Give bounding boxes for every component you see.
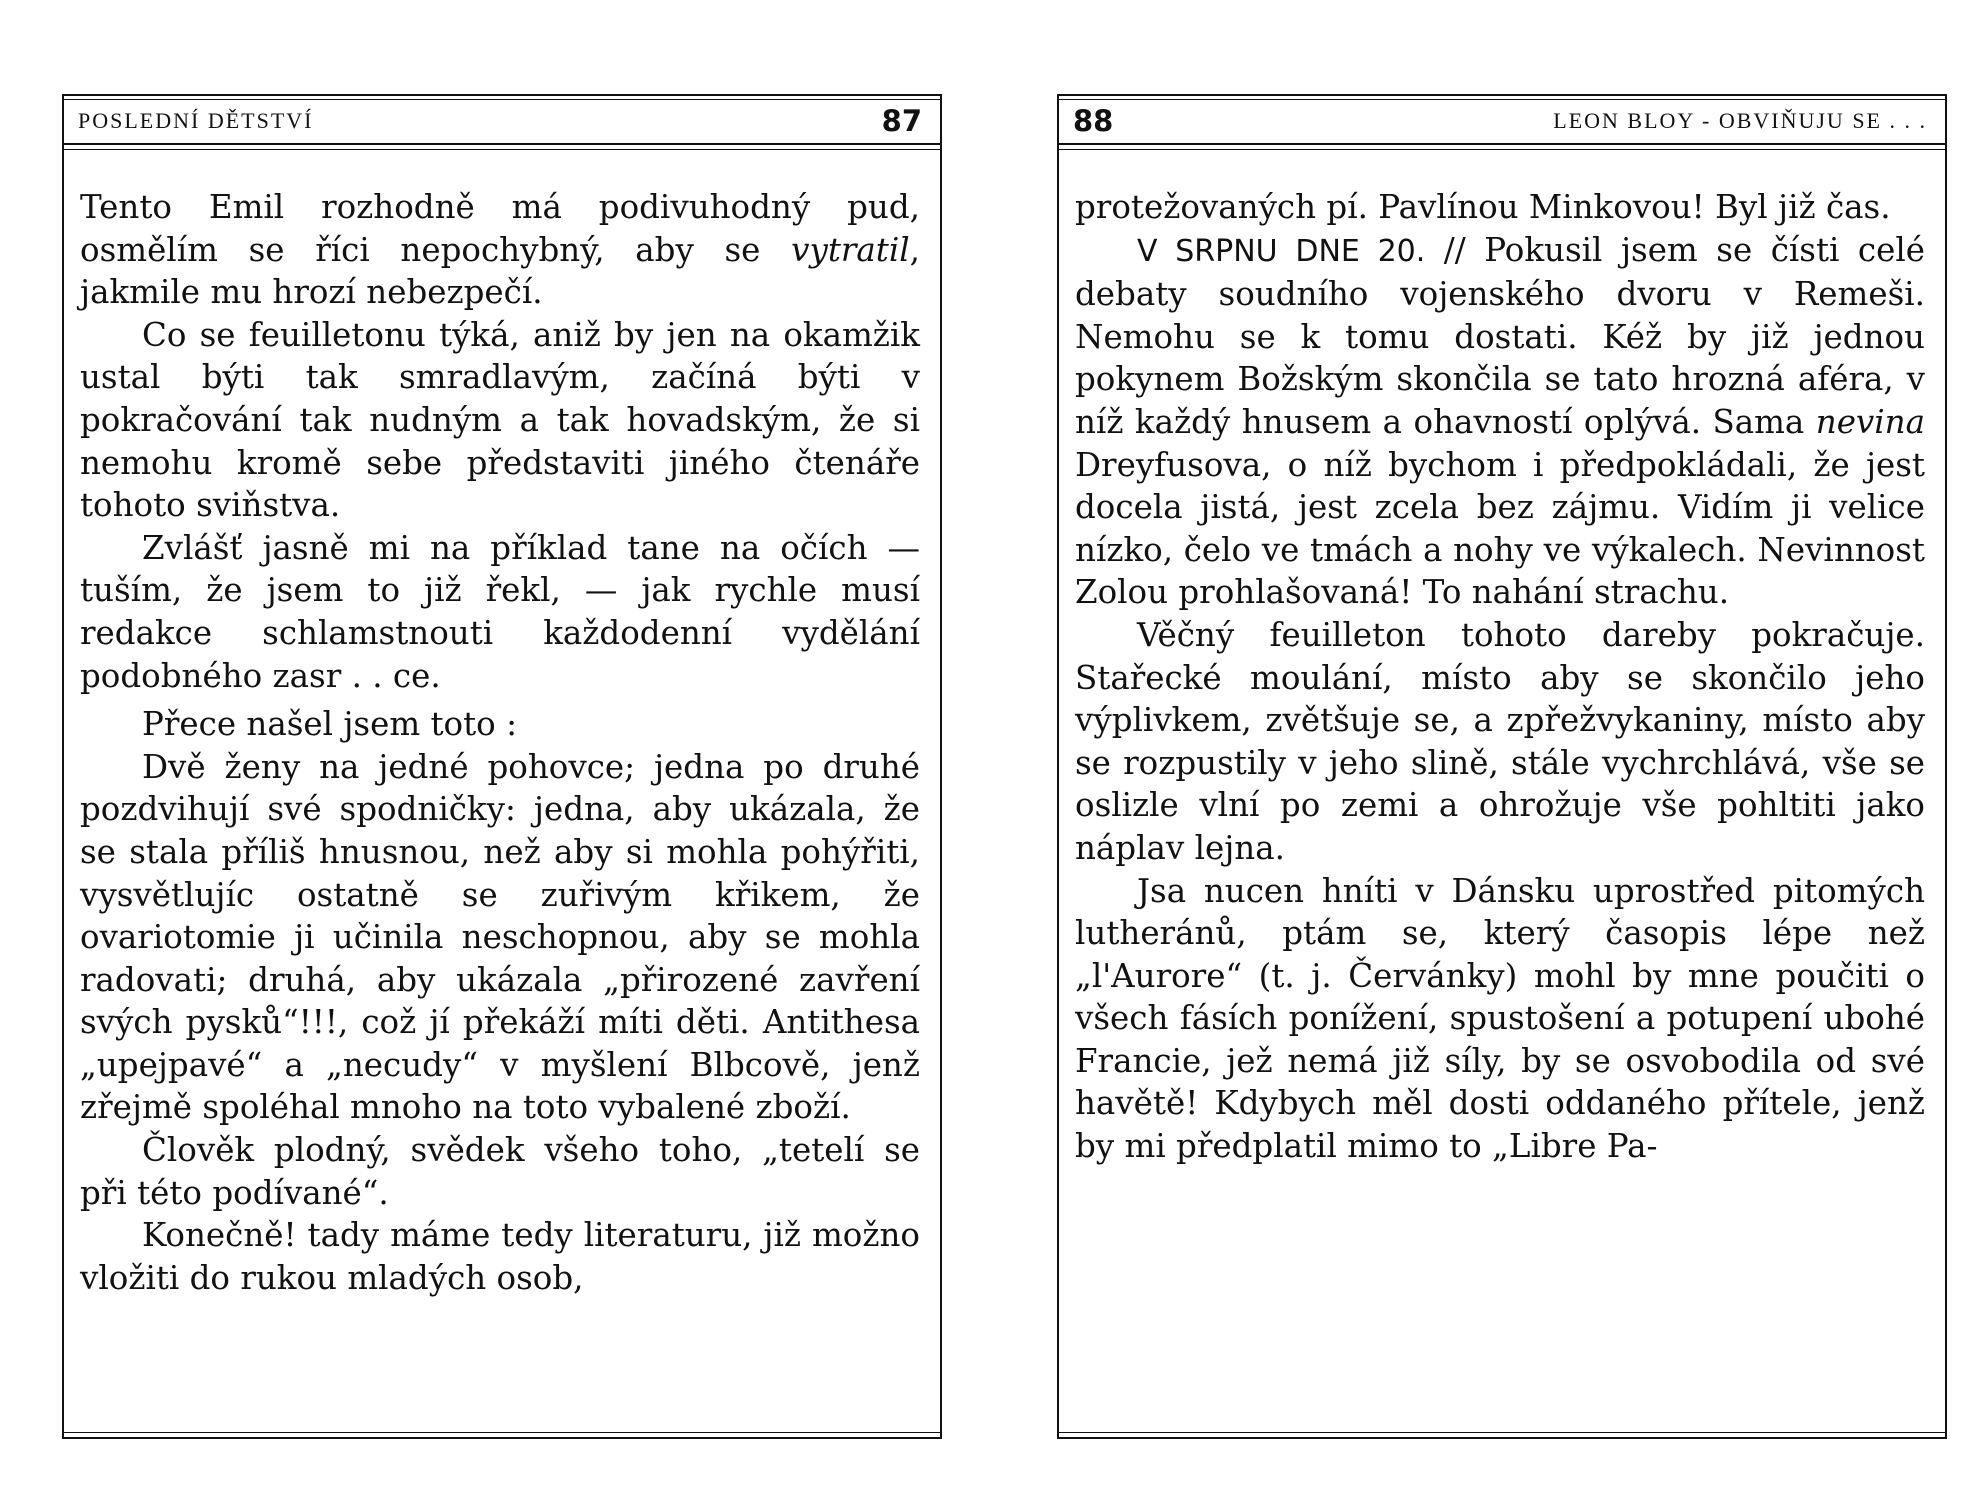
header-top-rule-thin: [1059, 99, 1945, 100]
page-number: 88: [1073, 104, 1114, 138]
header-bottom-rule-thin: [64, 149, 940, 150]
paragraph: Zvlášť jasně mi na příklad tane na očích — tuším, že jsem to již řekl, — jak rychle musí redakce schlamstnouti každodenní vydělání podobného zasr . . ce.: [80, 528, 920, 695]
footer-rule-thin: [64, 1432, 940, 1433]
emphasis: nevina: [1815, 402, 1925, 441]
left-page: [62, 94, 942, 1439]
paragraph: V SRPNU DNE 20. // Pokusil jsem se čísti celé debaty soudního vojenského dvoru v Remeši. Nemohu se k tomu dostati. Kéž by již jednou pokynem Božským skončila se tato hrozná aféra, v níž každý hnusem a ohavností oplývá. Sama nevina Dreyfusova, o níž bychom i předpokládali, že jest docela jistá, jest zcela bez zájmu. Vidím ji velice nízko, čelo ve tmách a nohy ve výkalech. Nevinnost Zolou prohlašovaná! To nahání strachu.: [1075, 230, 1926, 612]
emphasis: vytratil: [791, 230, 910, 269]
running-header: [1073, 106, 1927, 136]
header-top-rule: [1059, 94, 1945, 96]
date-heading: V SRPNU DNE 20.: [1137, 233, 1426, 269]
page-number: 87: [881, 104, 922, 138]
body-text: [80, 186, 920, 1299]
header-top-rule-thin: [64, 99, 940, 100]
paragraph: Tento Emil rozhodně má podivuhodný pud, osmělím se říci nepochybný, aby se vytratil, jakmile mu hrozí nebezpečí.: [80, 188, 920, 312]
footer-rule: [64, 1437, 940, 1439]
footer-rule-thin: [1059, 1432, 1945, 1433]
header-bottom-rule: [1059, 143, 1945, 145]
right-page: [1057, 94, 1947, 1439]
header-bottom-rule: [64, 143, 940, 145]
header-top-rule: [64, 94, 940, 96]
header-bottom-rule-thin: [1059, 149, 1945, 150]
paragraph: Člověk plodný, svědek všeho toho, „tetelí se při této podívané“.: [80, 1131, 920, 1212]
body-text: [1075, 186, 1925, 1168]
running-title: POSLEDNÍ DĚTSTVÍ: [78, 108, 314, 133]
paragraph: protežovaných pí. Pavlínou Minkovou! Byl již čas.: [1075, 188, 1891, 226]
paragraph: Věčný feuilleton tohoto dareby pokračuje. Stařecké moulání, místo aby se skončilo jeho výplivkem, zvětšuje se, a zpřežvykaniny, místo aby se rozpustily v jeho slině, stále vychrchlává, vše se oslizle vlní po zemi a ohrožuje vše pohltiti jako náplav lejna.: [1075, 615, 1925, 867]
running-header: [78, 106, 922, 136]
paragraph: Dvě ženy na jedné pohovce; jedna po druhé pozdvihují své spodničky: jedna, aby ukázala, že se stala příliš hnusnou, než aby si mohla pohýřiti, vysvětlujíc ostatně se zuřivým křikem, že ovariotomie ji učinila neschopnou, aby se mohla radovati; druhá, aby ukázala „přirozené zavření svých pysků“!!!, což jí překáží míti děti. Antithesa „upejpavé“ a „necudy“ v myšlení Blbcově, jenž zřejmě spoléhal mnoho na toto vybalené zboží.: [80, 747, 920, 1127]
paragraph: Konečně! tady máme tedy literaturu, již možno vložiti do rukou mladých osob,: [80, 1216, 920, 1297]
paragraph: Přece našel jsem toto :: [142, 705, 518, 744]
running-title: LEON BLOY - OBVIŇUJU SE . . .: [1553, 108, 1927, 133]
footer-rule: [1059, 1437, 1945, 1439]
paragraph: Co se feuilletonu týká, aniž by jen na okamžik ustal býti tak smradlavým, začíná býti v pokračování tak nudným a tak hovadským, že si nemohu kromě sebe představiti jiného čtenáře tohoto sviňstva.: [80, 315, 920, 525]
paragraph: Jsa nucen hníti v Dánsku uprostřed pitomých lutheránů, ptám se, který časopis lépe než „l'Aurore“ (t. j. Červánky) mohl by mne poučiti o všech fásích ponížení, spustošení a potupení ubohé Francie, jež nemá již síly, by se osvobodila od své havětě! Kdybych měl dosti oddaného přítele, jenž by mi předplatil mimo to „Libre Pa-: [1075, 871, 1925, 1166]
